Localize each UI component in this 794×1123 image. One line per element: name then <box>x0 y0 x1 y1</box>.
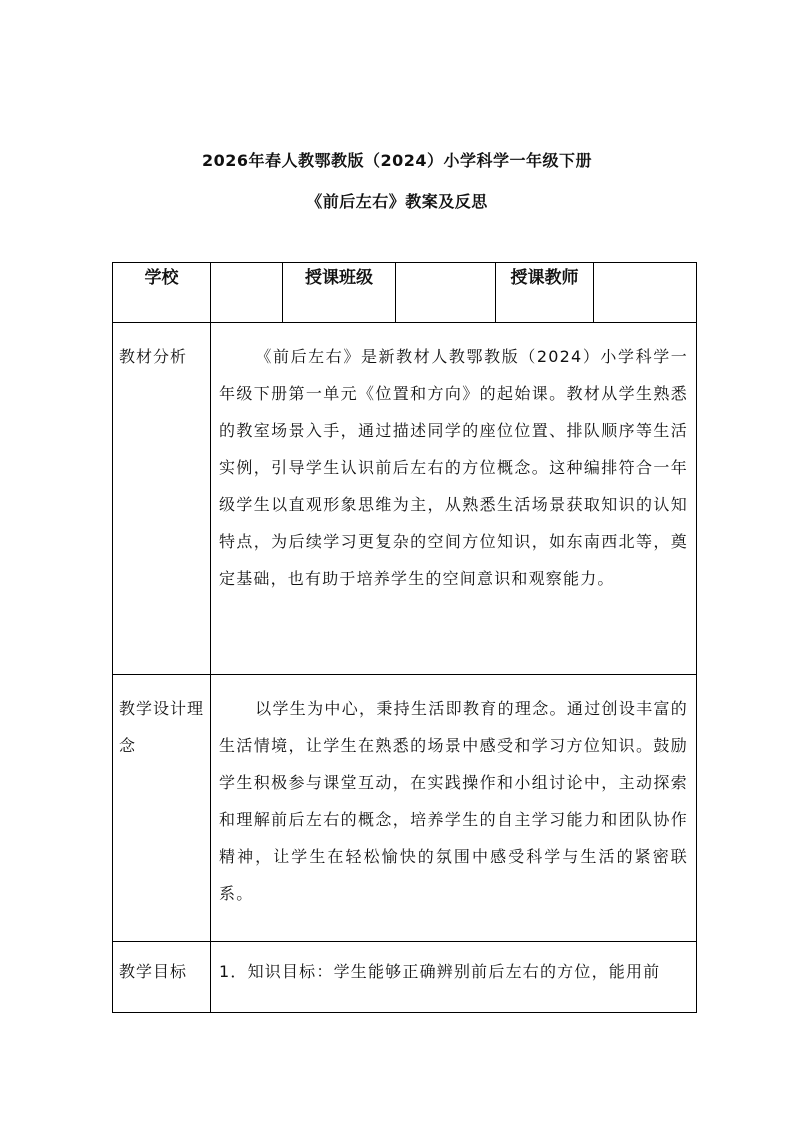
material-analysis-text: 《前后左右》是新教材人教鄂教版（2024）小学科学一年级下册第一单元《位置和方向》的起始课。教材从学生熟悉的教室场景入手，通过描述同学的座位位置、排队顺序等生活实例，引导学生认识前后左右的方位概念。这种编排符合一年级学生以直观形象思维为主，从熟悉生活场景获取知识的认知特点，为后续学习更复杂的空间方位知识，如东南西北等，奠定基础，也有助于培养学生的空间意识和观察能力。 <box>219 347 688 588</box>
section-label-design-concept: 教学设计理念 <box>113 675 211 942</box>
table-row <box>113 675 697 942</box>
section-content-design-concept <box>211 675 697 942</box>
school-label: 学校 <box>113 263 211 323</box>
document-subtitle: 《前后左右》教案及反思 <box>306 192 488 211</box>
class-value <box>396 263 496 323</box>
school-value <box>211 263 283 323</box>
table-row <box>113 323 697 675</box>
header-row <box>113 263 697 323</box>
section-label-teaching-goals: 教学目标 <box>113 942 211 1013</box>
teacher-value <box>594 263 697 323</box>
document-title: 2026年春人教鄂教版（2024）小学科学一年级下册 <box>201 151 593 170</box>
section-content-material-analysis <box>211 323 697 675</box>
class-label: 授课班级 <box>283 263 396 323</box>
lesson-plan-table <box>112 262 697 1013</box>
section-label-material-analysis: 教材分析 <box>113 323 211 675</box>
teacher-label: 授课教师 <box>496 263 594 323</box>
section-content-teaching-goals: 1．知识目标：学生能够正确辨别前后左右的方位，能用前 <box>211 942 697 1013</box>
design-concept-text: 以学生为中心，秉持生活即教育的理念。通过创设丰富的生活情境，让学生在熟悉的场景中感受和学习方位知识。鼓励学生积极参与课堂互动，在实践操作和小组讨论中，主动探索和理解前后左右的概念，培养学生的自主学习能力和团队协作精神，让学生在轻松愉快的氛围中感受科学与生活的紧密联系。 <box>219 699 688 903</box>
table-row <box>113 942 697 1013</box>
